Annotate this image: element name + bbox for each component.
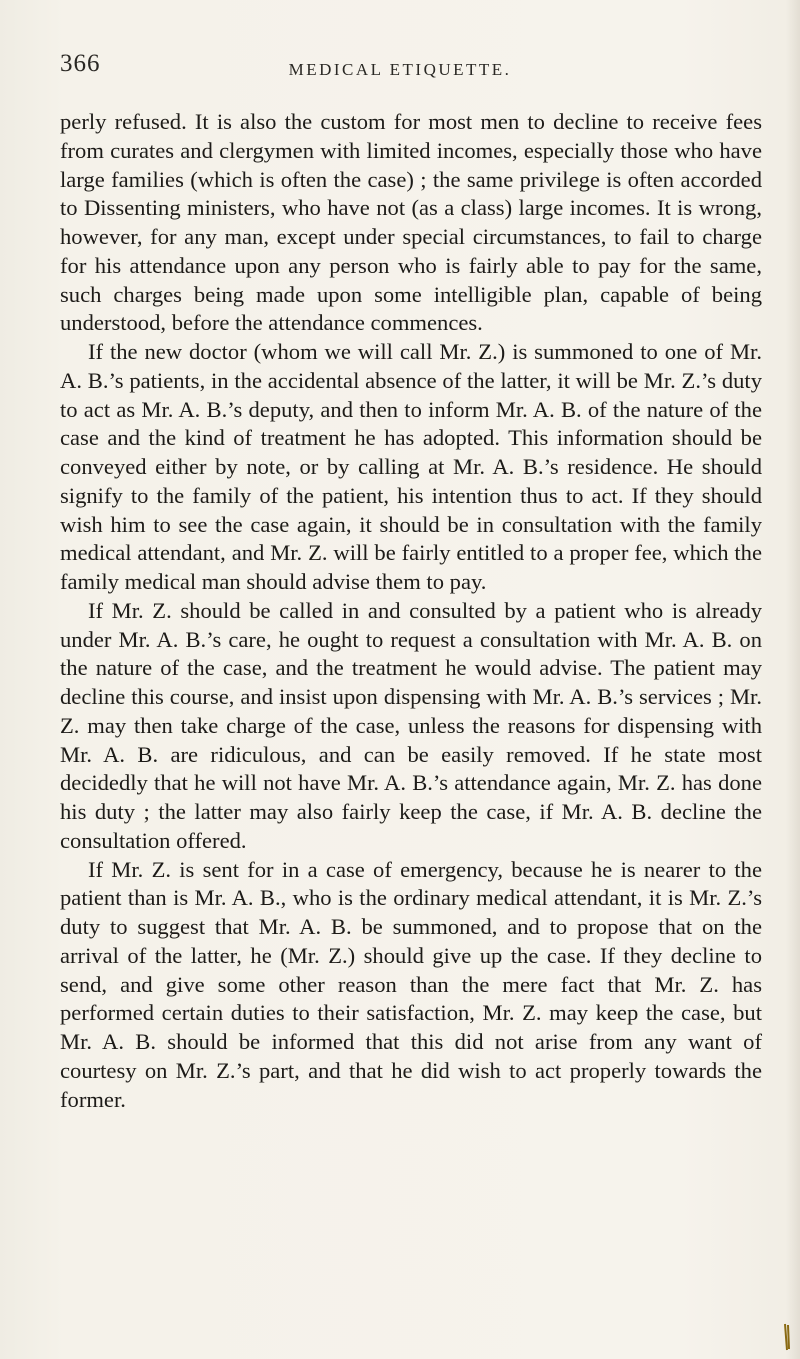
- page-edge-shadow: [786, 0, 800, 1359]
- paragraph-2: If the new doctor (whom we will call Mr. Z.) is summoned to one of Mr. A. B.’s patients, in the accidental absence of the latter, it will be Mr. Z.’s duty to act as Mr. A. B.’s deputy, and then to inform Mr. A. B. of the nature of the case and the kind of treatment he has adopted. This information should be conveyed either by note, or by calling at Mr. A. B.’s residence. He should signify to the family of the patient, his intention thus to act. If they should wish him to see the case again, it should be in consultation with the family medical attendant, and Mr. Z. will be fairly entitled to a proper fee, which the family medical man should advise them to pay.: [60, 339, 762, 594]
- corner-ink-mark: [782, 1322, 792, 1352]
- body-text: [60, 108, 762, 1114]
- paragraph-3: If Mr. Z. should be called in and consulted by a patient who is already under Mr. A. B.’s care, he ought to request a consultation with Mr. A. B. on the nature of the case, and the treatment he would advise. The patient may decline this course, and insist upon dispensing with Mr. A. B.’s services ; Mr. Z. may then take charge of the case, unless the reasons for dispensing with Mr. A. B. are ridiculous, and can be easily removed. If he state most decidedly that he will not have Mr. A. B.’s attendance again, Mr. Z. has done his duty ; the latter may also fairly keep the case, if Mr. A. B. decline the consultation offered.: [60, 597, 762, 853]
- running-head: MEDICAL ETIQUETTE.: [288, 60, 512, 79]
- paragraph-1: perly refused. It is also the custom for most men to decline to receive fees from curates and clergymen with limited incomes, especially those who have large families (which is often the case) ; the same privilege is often accorded to Dissenting ministers, who have not (as a class) large incomes. It is wrong, however, for any man, except under special circumstances, to fail to charge for his attendance upon any person who is fairly able to pay for the same, such charges being made upon some intelligible plan, capable of being understood, before the attendance commences.: [60, 109, 762, 336]
- ink-mark-icon: [782, 1322, 792, 1352]
- paragraph-4: If Mr. Z. is sent for in a case of emergency, because he is nearer to the patient than is Mr. A. B., who is the ordinary medical attendant, it is Mr. Z.’s duty to suggest that Mr. A. B. be summoned, and to propose that on the arrival of the latter, he (Mr. Z.) should give up the case. If they decline to send, and give some other reason than the mere fact that Mr. Z. has performed certain duties to their satisfaction, Mr. Z. may keep the case, but Mr. A. B. should be informed that this did not arise from any want of courtesy on Mr. Z.’s part, and that he did wish to act properly towards the former.: [60, 856, 762, 1112]
- page-number: 366: [60, 50, 101, 77]
